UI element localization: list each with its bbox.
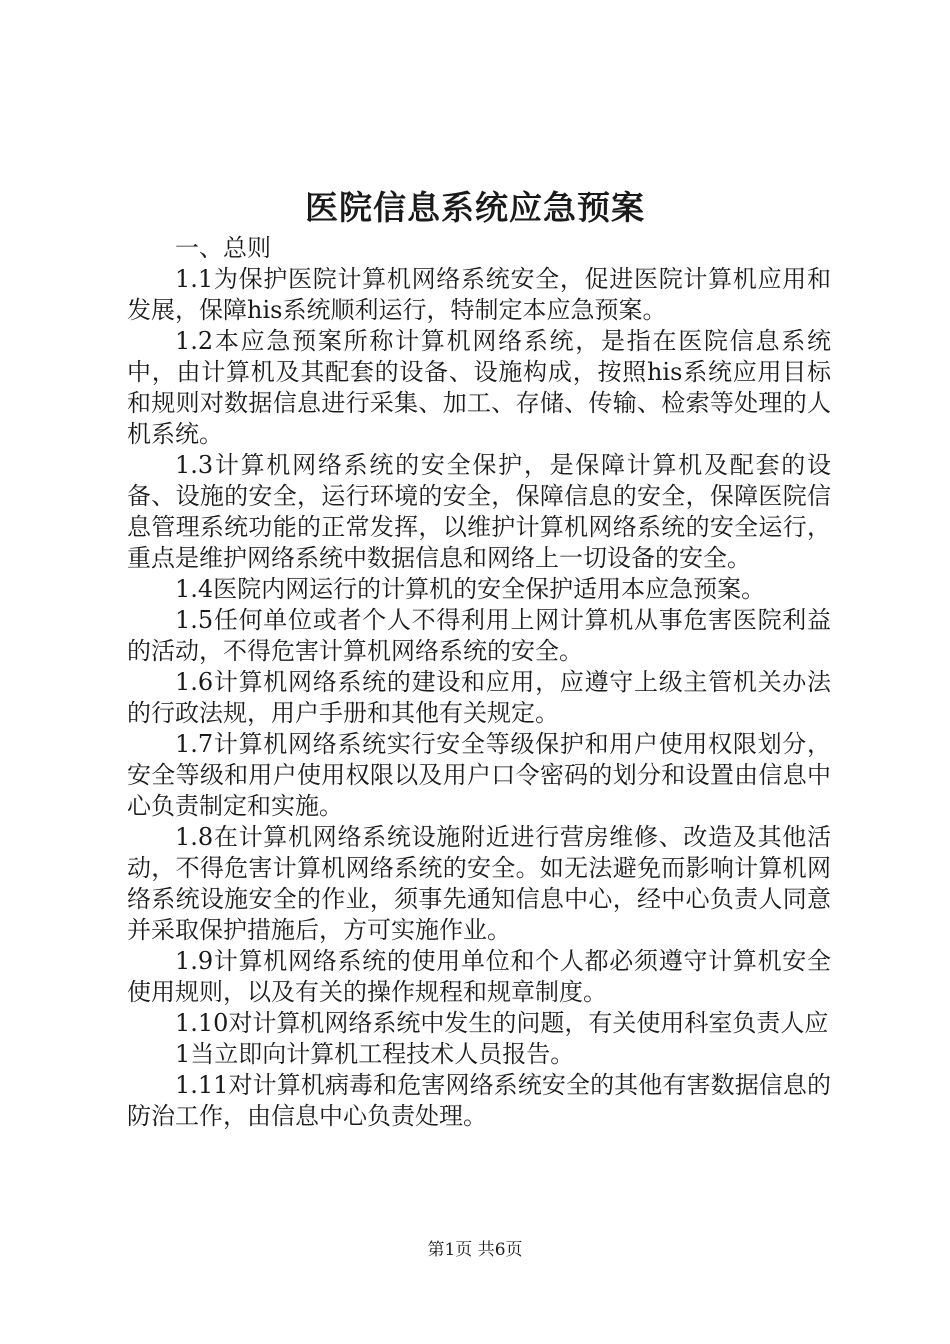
paragraph-1-7: 1.7计算机网络系统实行安全等级保护和用户使用权限划分，安全等级和用户使用权限以及用户口令密码的划分和设置由信息中心负责制定和实施。 <box>127 730 831 820</box>
paragraph-1-5: 1.5任何单位或者个人不得利用上网计算机从事危害医院利益的活动，不得危害计算机网络系统的安全。 <box>127 606 831 665</box>
document-body <box>127 233 831 1132</box>
paragraph-1-1: 1.1为保护医院计算机网络系统安全，促进医院计算机应用和发展，保障his系统顺利运行，特制定本应急预案。 <box>127 265 831 324</box>
paragraph-1-4: 1.4医院内网运行的计算机的安全保护适用本应急预案。 <box>175 575 766 603</box>
paragraph-1-11: 1.11对计算机病毒和危害网络系统安全的其他有害数据信息的防治工作，由信息中心负责处理。 <box>127 1071 831 1130</box>
paragraph-1-2: 1.2本应急预案所称计算机网络系统，是指在医院信息系统中，由计算机及其配套的设备、设施构成，按照his系统应用目标和规则对数据信息进行采集、加工、存储、传输、检索等处理的人机系统。 <box>127 327 831 448</box>
page-footer: 第1页 共6页 <box>427 1240 523 1260</box>
paragraph-1-10-cont: 1当立即向计算机工程技术人员报告。 <box>175 1040 575 1068</box>
paragraph-1-9: 1.9计算机网络系统的使用单位和个人都必须遵守计算机安全使用规则，以及有关的操作规程和规章制度。 <box>127 947 831 1006</box>
paragraph-1-8: 1.8在计算机网络系统设施附近进行营房维修、改造及其他活动，不得危害计算机网络系统的安全。如无法避免而影响计算机网络系统设施安全的作业，须事先通知信息中心，经中心负责人同意并采取保护措施后，方可实施作业。 <box>127 823 831 944</box>
section-heading: 一、总则 <box>175 234 271 262</box>
paragraph-1-3: 1.3计算机网络系统的安全保护，是保障计算机及配套的设备、设施的安全，运行环境的安全，保障信息的安全，保障医院信息管理系统功能的正常发挥，以维护计算机网络系统的安全运行，重点是维护网络系统中数据信息和网络上一切设备的安全。 <box>127 451 831 572</box>
paragraph-1-6: 1.6计算机网络系统的建设和应用，应遵守上级主管机关办法的行政法规，用户手册和其他有关规定。 <box>127 668 831 727</box>
paragraph-1-10: 1.10对计算机网络系统中发生的问题，有关使用科室负责人应 <box>175 1009 829 1037</box>
document-title: 医院信息系统应急预案 <box>305 188 645 227</box>
